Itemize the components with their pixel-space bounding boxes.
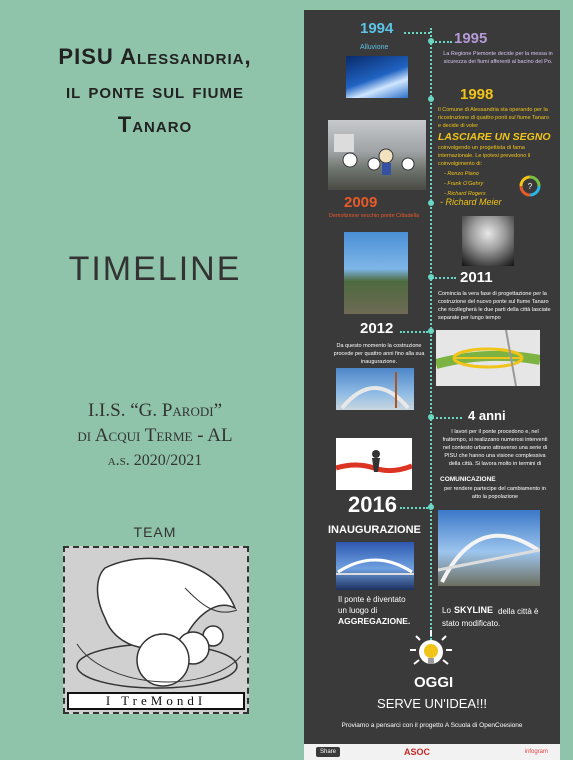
text-2011: Comincia la vera fase di progettazione per la costruzione del nuovo ponte sul fiume Tanaro che ricollegherà le due parti della città lasciate separate per lungo tempo bbox=[438, 291, 551, 321]
skyline-post: della città è stato modificato. bbox=[442, 607, 539, 628]
text-1998: Il Comune di Alessandria sta operando per la ricostruzione di quattro ponti sul fiume Tanaro e decide di voler bbox=[438, 107, 549, 129]
idea-label: SERVE UN'IDEA!!! bbox=[377, 696, 487, 711]
school-line2: di Acqui Terme - AL bbox=[77, 425, 233, 446]
cartoon-figures bbox=[328, 120, 426, 190]
timeline-dot bbox=[428, 504, 434, 510]
bridge-night-image bbox=[336, 542, 414, 590]
skyline-highlight: SKYLINE bbox=[454, 605, 494, 615]
text-1995: La Regione Piemonte decide per la messa in sicurezza dei fiumi afferenti al bacino del Po. bbox=[443, 51, 553, 65]
school-line1: I.I.S. “G. Parodi” bbox=[87, 400, 223, 421]
infogram-label: infogram bbox=[524, 749, 548, 755]
aggregation-highlight: AGGREGAZIONE. bbox=[338, 616, 411, 626]
poster-title bbox=[10, 40, 300, 142]
architect-1: - Renzo Piano bbox=[444, 171, 479, 177]
architect-chosen: - Richard Meier bbox=[440, 197, 502, 207]
text-2012: Da questo momento la costruzione procede per quattro anni fino alla sua inaugurazione. bbox=[333, 343, 425, 365]
connector bbox=[432, 417, 462, 419]
infogram-link[interactable] bbox=[525, 747, 548, 757]
poster-title-line3: Tanaro bbox=[117, 112, 193, 137]
poster-title-line2: il ponte sul fiume bbox=[65, 78, 244, 103]
highlight-comunicazione: COMUNICAZIONE bbox=[440, 476, 496, 483]
connector bbox=[400, 331, 428, 333]
architects-cartoon-image bbox=[328, 120, 426, 190]
lightbulb-icon bbox=[408, 628, 454, 674]
share-button[interactable] bbox=[316, 747, 340, 757]
connector bbox=[432, 277, 456, 279]
year-2011: 2011 bbox=[460, 269, 493, 286]
share-label: Share bbox=[320, 749, 337, 755]
year-2009: 2009 bbox=[344, 194, 378, 211]
connector bbox=[432, 41, 452, 43]
closing-text: Proviamo a pensarci con il progetto A Scuola di OpenCoesione bbox=[341, 722, 523, 729]
bridge-skyline-drawing bbox=[438, 510, 540, 586]
highlight-1998: LASCIARE UN SEGNO bbox=[438, 131, 551, 143]
timeline-infographic bbox=[304, 10, 560, 744]
svg-text:?: ? bbox=[527, 182, 533, 191]
skyline-pre: Lo bbox=[442, 606, 451, 615]
school-line3: a.s. 2020/2021 bbox=[107, 452, 203, 469]
question-donut-icon bbox=[518, 174, 542, 198]
year-1995: 1995 bbox=[454, 30, 488, 47]
timeline-dot bbox=[428, 200, 434, 206]
richard-meier-photo bbox=[462, 216, 514, 266]
poster-title-line1: PISU Alessandria, bbox=[58, 44, 252, 69]
bridge-night-drawing bbox=[336, 542, 414, 590]
year-1998: 1998 bbox=[460, 86, 494, 103]
text-four-years: I lavori per il ponte procedono e, nel frattempo, si realizzano numerosi interventi nel contesto urbano attraverso una serie di PISU che hanno una visione complessiva della città. Si lavora molto in termini di bbox=[442, 429, 548, 467]
timeline-dot bbox=[428, 328, 434, 334]
timeline-spine bbox=[430, 28, 432, 640]
school-info bbox=[10, 398, 300, 473]
year-1994: 1994 bbox=[360, 20, 394, 37]
four-years-label: 4 anni bbox=[468, 408, 506, 423]
architect-3: - Richard Rogers bbox=[444, 191, 486, 197]
year-2012: 2012 bbox=[360, 320, 394, 337]
team-label: TEAM bbox=[133, 524, 177, 540]
architect-2: - Frank O'Gehry bbox=[444, 181, 484, 187]
bridge-plan-image bbox=[436, 330, 540, 386]
poster-subtitle: TIMELINE bbox=[68, 250, 242, 288]
ribbon-cutting-drawing bbox=[336, 438, 412, 490]
text-2009: Demolizione vecchio ponte Cittadella bbox=[328, 213, 420, 219]
bridge-plan-drawing bbox=[436, 330, 540, 386]
team-logo-drawing bbox=[65, 548, 247, 712]
bridge-skyline-image bbox=[438, 510, 540, 586]
asoc-logo bbox=[404, 746, 430, 758]
timeline-dot bbox=[428, 96, 434, 102]
today-label: OGGI bbox=[414, 674, 454, 691]
text-1998-part2: coinvolgendo un progettista di fama internazionale. Le ipotesi prevedono il coinvolgimento di: bbox=[438, 145, 531, 167]
flood-wave-image bbox=[346, 56, 408, 98]
ribbon-cutting-image bbox=[336, 438, 412, 490]
caption-1994: Alluvione bbox=[360, 44, 389, 51]
aggregation-text: Il ponte è diventato un luogo di bbox=[338, 595, 406, 615]
inauguration-label: INAUGURAZIONE bbox=[328, 524, 421, 536]
construction-image bbox=[336, 368, 414, 410]
infographic-footer bbox=[304, 744, 560, 760]
demolition-image bbox=[344, 232, 408, 314]
connector bbox=[404, 32, 430, 34]
team-logo bbox=[63, 546, 249, 714]
connector bbox=[400, 507, 428, 509]
arch-construction-drawing bbox=[336, 368, 414, 410]
asoc-label: ASOC bbox=[404, 747, 431, 757]
team-logo-text: I TreMondI bbox=[67, 692, 245, 710]
text-four-years-part2: per rendere partecipe del cambiamento in atto la popolazione bbox=[444, 486, 546, 500]
year-2016: 2016 bbox=[348, 492, 397, 517]
